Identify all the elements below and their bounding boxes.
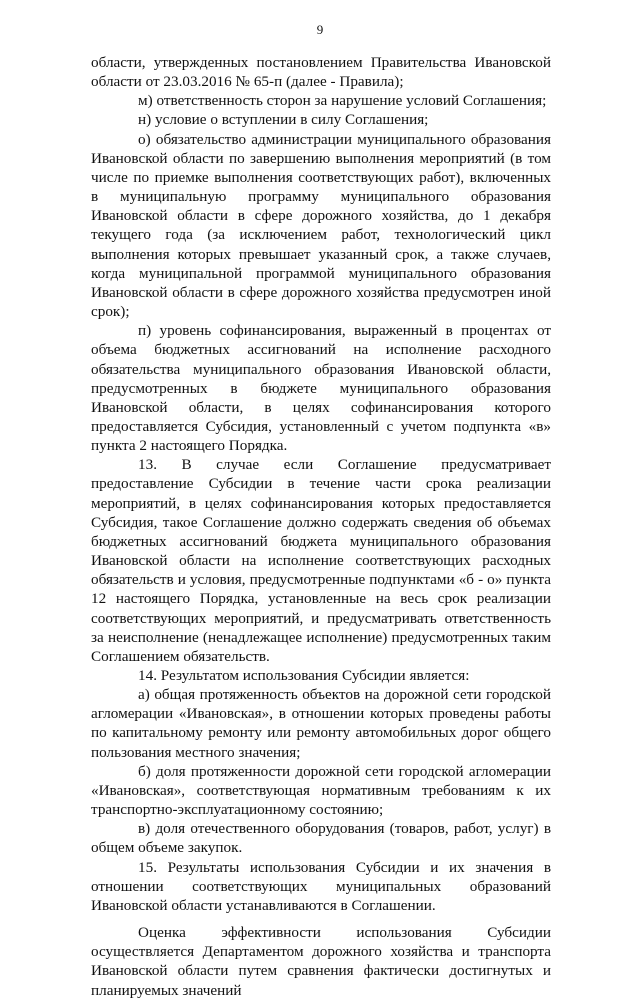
document-body [91,53,551,1000]
paragraph-item-v: в) доля отечественного оборудования (товаров, работ, услуг) в общем объеме закупок. [91,820,551,857]
paragraph-item-b: б) доля протяженности дорожной сети городской агломерации «Ивановская», соответствующая нормативным требованиям к их транспортно-эксплуатационному состоянию; [91,762,551,819]
paragraph-clause-13: 13. В случае если Соглашение предусматривает предоставление Субсидии в течение части срока реализации мероприятий, в целях софинансирования которых предоставляется Субсидия, такое Соглашение должно содержать сведения об объемах бюджетных ассигнований бюджета муниципального образования Ивановской области на исполнение соответствующих расходных обязательств и условия, предусмотренные подпунктами «б - о» пункта 12 настоящего Порядка, установленные на весь срок реализации соответствующих мероприятий, и предусматривать ответственность за неисполнение (ненадлежащее исполнение) предусмотренных таким Соглашением обязательств. [91,456,551,665]
paragraph-item-n: н) условие о вступлении в силу Соглашения; [138,111,429,129]
paragraph-item-m: м) ответственность сторон за нарушение условий Соглашения; [138,92,547,110]
paragraph-clause-15: 15. Результаты использования Субсидии и их значения в отношении соответствующих муниципальных образований Ивановской области устанавливаются в Соглашении. [91,858,551,914]
paragraph-item-p: п) уровень софинансирования, выраженный в процентах от объема бюджетных ассигнований на исполнение расходного обязательства муниципального образования Ивановской области, предусмотренных в бюджете муниципального образования Ивановской области, в целях софинансирования которого предоставляется Субсидия, установленный с учетом подпункта «в» пункта 2 настоящего Порядка. [91,322,551,455]
paragraph-item-o: о) обязательство администрации муниципального образования Ивановской области по завершению выполнения мероприятий (в том числе по приемке выполнения соответствующих работ), включенных в муниципальную программу муниципального образования Ивановской области в сфере дорожного хозяйства, до 1 декабря текущего года (за исключением работ, технологический цикл выполнения которых превышает указанный срок, а также случаев, когда муниципальной программой муниципального образования Ивановской области в сфере дорожного хозяйства предусмотрен иной срок); [91,130,551,321]
paragraph-item-a: а) общая протяженность объектов на дорожной сети городской агломерации «Ивановская», в отношении которых проведены работы по капитальному ремонту или ремонту автомобильных дорог общего пользования местного значения; [91,686,551,761]
page-number: 9 [316,22,324,37]
paragraph-continuation: области, утвержденных постановлением Правительства Ивановской области от 23.03.2016 № 65-п (далее - Правила); [91,54,551,91]
paragraph-clause-14: 14. Результатом использования Субсидии является: [138,667,470,684]
paragraph-evaluation: Оценка эффективности использования Субсидии осуществляется Департаментом дорожного хозяйства и транспорта Ивановской области путем сравнения фактически достигнутых и планируемых значений [91,924,551,999]
